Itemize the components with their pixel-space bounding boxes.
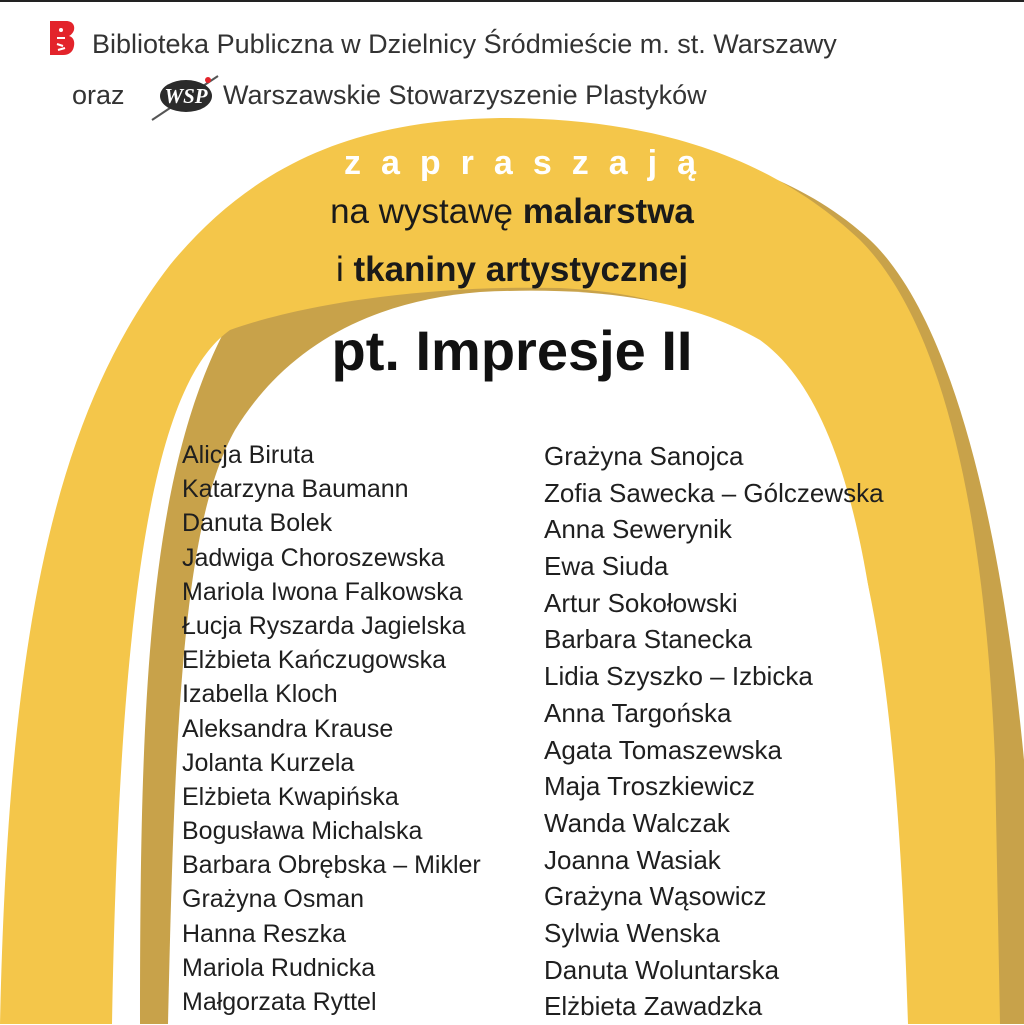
- artist-name: Wanda Walczak: [544, 807, 730, 838]
- artist-name: Joanna Wasiak: [544, 844, 721, 875]
- artist-name: Zofia Sawecka – Gólczewska: [544, 477, 884, 508]
- artist-name: Maja Troszkiewicz: [544, 771, 755, 802]
- svg-text:WSP: WSP: [164, 84, 208, 108]
- artist-name: Elżbieta Kwapińska: [182, 782, 399, 811]
- artist-name: Małgorzata Ryttel: [182, 988, 377, 1016]
- artists-list-left: [182, 438, 481, 1019]
- artist-name: Danuta Bolek: [182, 509, 333, 538]
- artist-name: Elżbieta Kańczugowska: [182, 646, 447, 675]
- artist-name: Alicja Biruta: [182, 441, 314, 469]
- artist-name: Katarzyna Baumann: [182, 475, 409, 504]
- artist-name: Jadwiga Choroszewska: [182, 543, 445, 572]
- artist-name: Agata Tomaszewska: [544, 734, 782, 765]
- wsp-palette-logo-icon: [148, 70, 224, 124]
- artist-name: Łucja Ryszarda Jagielska: [182, 611, 466, 640]
- organizer-association-name: Warszawskie Stowarzyszenie Plastyków: [223, 80, 707, 110]
- artist-name: Mariola Rudnicka: [182, 953, 376, 982]
- artist-name: Barbara Stanecka: [544, 624, 753, 655]
- artist-name: Izabella Kloch: [182, 680, 338, 709]
- artist-name: Mariola Iwona Falkowska: [182, 577, 463, 606]
- artist-name: Anna Sewerynik: [544, 514, 732, 545]
- artist-name: Grażyna Osman: [182, 885, 365, 914]
- artist-name: Barbara Obrębska – Mikler: [182, 851, 481, 880]
- artist-name: Jolanta Kurzela: [182, 748, 355, 777]
- organizer-library-name: Biblioteka Publiczna w Dzielnicy Śródmieście m. st. Warszawy: [92, 29, 837, 59]
- artist-name: Sylwia Wenska: [544, 917, 720, 948]
- artists-list-right: [544, 438, 884, 1025]
- invite-verb: zapraszają: [344, 144, 716, 182]
- exhibition-line-painting: na wystawę malarstwa: [330, 192, 694, 231]
- library-logo-icon: [48, 20, 76, 56]
- artist-name: Grażyna Sanojca: [544, 441, 744, 471]
- artist-name: Hanna Reszka: [182, 919, 346, 948]
- artist-name: Danuta Woluntarska: [544, 954, 780, 985]
- artist-name: Lidia Szyszko – Izbicka: [544, 661, 813, 692]
- exhibition-title: pt. Impresje II: [331, 319, 693, 382]
- artist-name: Aleksandra Krause: [182, 714, 394, 743]
- exhibition-line-textile: i tkaniny artystycznej: [335, 250, 689, 289]
- artist-name: Bogusława Michalska: [182, 817, 423, 846]
- artist-name: Elżbieta Zawadzka: [544, 991, 763, 1022]
- artist-name: Grażyna Wąsowicz: [544, 881, 767, 912]
- artist-name: Ewa Siuda: [544, 551, 669, 582]
- artist-name: Anna Targońska: [544, 697, 732, 728]
- conjunction-text: oraz: [72, 80, 125, 110]
- artist-name: Artur Sokołowski: [544, 587, 738, 618]
